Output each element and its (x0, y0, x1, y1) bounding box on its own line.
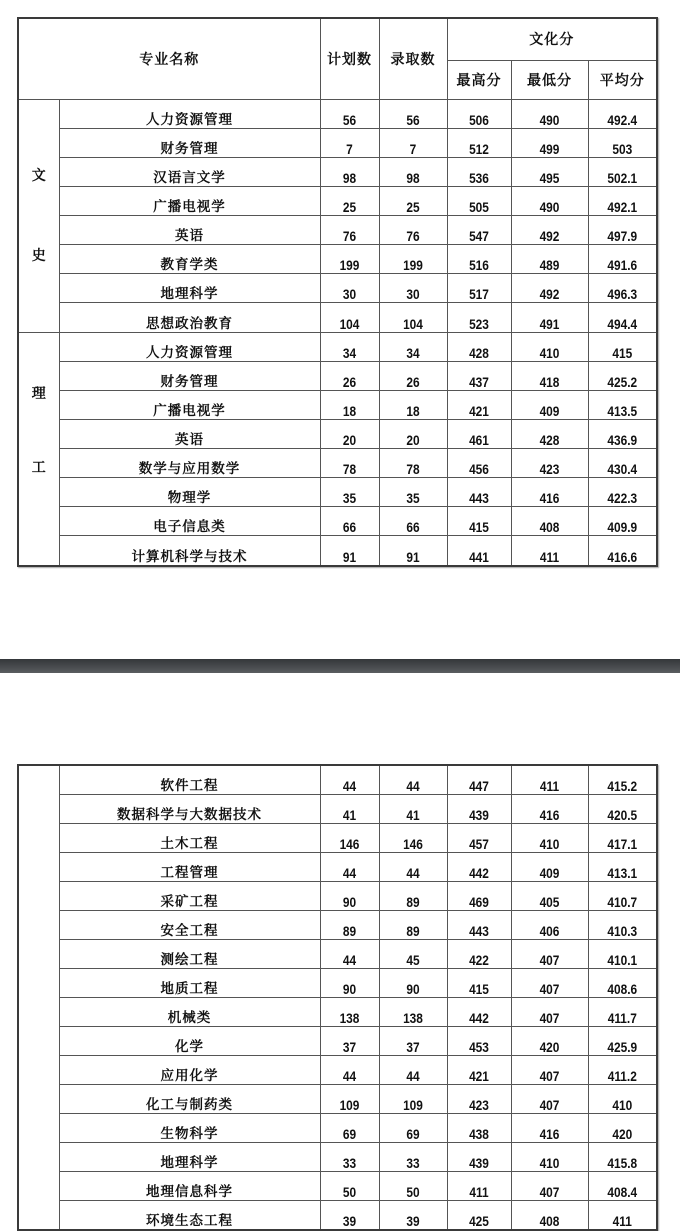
plan-value: 199 (324, 245, 374, 274)
major-name: 软件工程 (59, 765, 320, 795)
major-name: 思想政治教育 (59, 303, 320, 332)
max-value: 512 (452, 128, 506, 157)
min-value: 410 (517, 1143, 582, 1172)
min-value: 408 (517, 507, 582, 536)
avg-value: 496.3 (593, 274, 652, 303)
max-value: 517 (452, 274, 506, 303)
admit-value: 39 (384, 1201, 442, 1231)
major-name: 环境生态工程 (59, 1201, 320, 1231)
max-value: 453 (452, 1027, 506, 1056)
max-value: 421 (452, 1056, 506, 1085)
table-row (18, 1172, 657, 1201)
plan-value: 44 (324, 1056, 374, 1085)
table-row (18, 361, 657, 390)
min-value: 407 (517, 998, 582, 1027)
plan-value: 109 (324, 1085, 374, 1114)
max-value: 506 (452, 99, 506, 128)
plan-value: 44 (324, 940, 374, 969)
min-value: 407 (517, 940, 582, 969)
major-name: 机械类 (59, 998, 320, 1027)
avg-value: 410.3 (593, 911, 652, 940)
plan-value: 44 (324, 853, 374, 882)
major-name: 数据科学与大数据技术 (59, 795, 320, 824)
table-row (18, 245, 657, 274)
max-value: 443 (452, 911, 506, 940)
major-name: 电子信息类 (59, 507, 320, 536)
avg-value: 411.7 (593, 998, 652, 1027)
major-name: 化工与制药类 (59, 1085, 320, 1114)
admit-value: 76 (384, 216, 442, 245)
admit-value: 33 (384, 1143, 442, 1172)
page-divider (0, 659, 680, 673)
plan-value: 76 (324, 216, 374, 245)
avg-value: 420 (593, 1114, 652, 1143)
table-row (18, 1027, 657, 1056)
admit-value: 104 (384, 303, 442, 332)
major-name: 英语 (59, 216, 320, 245)
admit-value: 89 (384, 911, 442, 940)
min-value: 407 (517, 1085, 582, 1114)
major-name: 采矿工程 (59, 882, 320, 911)
min-value: 411 (517, 536, 582, 566)
table-row (18, 1114, 657, 1143)
admit-value: 56 (384, 99, 442, 128)
min-value: 410 (517, 332, 582, 361)
category-label: 文 (31, 167, 46, 184)
admit-value: 18 (384, 390, 442, 419)
avg-value: 410 (593, 1085, 652, 1114)
plan-value: 98 (324, 157, 374, 186)
major-name: 计算机科学与技术 (59, 536, 320, 566)
min-value: 499 (517, 128, 582, 157)
major-name: 应用化学 (59, 1056, 320, 1085)
major-name: 地理信息科学 (59, 1172, 320, 1201)
table-row (18, 478, 657, 507)
avg-value: 413.1 (593, 853, 652, 882)
admit-value: 69 (384, 1114, 442, 1143)
min-value: 407 (517, 1172, 582, 1201)
avg-value: 494.4 (593, 303, 652, 332)
max-value: 547 (452, 216, 506, 245)
header-avg-score: 平均分 (588, 60, 657, 99)
plan-value: 7 (324, 128, 374, 157)
plan-value: 20 (324, 419, 374, 448)
plan-value: 104 (324, 303, 374, 332)
major-name: 英语 (59, 419, 320, 448)
min-value: 406 (517, 911, 582, 940)
avg-value: 497.9 (593, 216, 652, 245)
admit-value: 34 (384, 332, 442, 361)
header-admit-count: 录取数 (379, 18, 447, 99)
document-page-2 (0, 673, 680, 1229)
max-value: 442 (452, 853, 506, 882)
max-value: 439 (452, 1143, 506, 1172)
max-value: 505 (452, 186, 506, 215)
major-name: 人力资源管理 (59, 99, 320, 128)
min-value: 492 (517, 274, 582, 303)
avg-value: 503 (593, 128, 652, 157)
admission-score-table-continued (17, 764, 658, 1231)
min-value: 416 (517, 478, 582, 507)
max-value: 415 (452, 507, 506, 536)
major-name: 教育学类 (59, 245, 320, 274)
min-value: 416 (517, 795, 582, 824)
avg-value: 491.6 (593, 245, 652, 274)
max-value: 438 (452, 1114, 506, 1143)
plan-value: 138 (324, 998, 374, 1027)
min-value: 490 (517, 186, 582, 215)
admit-value: 66 (384, 507, 442, 536)
table-row (18, 128, 657, 157)
max-value: 442 (452, 998, 506, 1027)
major-name: 生物科学 (59, 1114, 320, 1143)
table-row (18, 157, 657, 186)
min-value: 492 (517, 216, 582, 245)
max-value: 469 (452, 882, 506, 911)
admit-value: 138 (384, 998, 442, 1027)
min-value: 420 (517, 1027, 582, 1056)
category-cell (18, 332, 59, 566)
min-value: 418 (517, 361, 582, 390)
major-name: 地质工程 (59, 969, 320, 998)
plan-value: 39 (324, 1201, 374, 1231)
admit-value: 90 (384, 969, 442, 998)
admit-value: 20 (384, 419, 442, 448)
major-name: 工程管理 (59, 853, 320, 882)
max-value: 447 (452, 765, 506, 795)
min-value: 407 (517, 1056, 582, 1085)
max-value: 516 (452, 245, 506, 274)
max-value: 422 (452, 940, 506, 969)
avg-value: 415 (593, 332, 652, 361)
category-cell (18, 99, 59, 332)
table-row (18, 998, 657, 1027)
avg-value: 425.9 (593, 1027, 652, 1056)
admit-value: 35 (384, 478, 442, 507)
header-major-name: 专业名称 (18, 18, 320, 99)
plan-value: 69 (324, 1114, 374, 1143)
max-value: 428 (452, 332, 506, 361)
avg-value: 408.6 (593, 969, 652, 998)
avg-value: 502.1 (593, 157, 652, 186)
major-name: 财务管理 (59, 128, 320, 157)
max-value: 415 (452, 969, 506, 998)
max-value: 425 (452, 1201, 506, 1231)
table-row (18, 419, 657, 448)
table-row (18, 216, 657, 245)
avg-value: 430.4 (593, 448, 652, 477)
avg-value: 416.6 (593, 536, 652, 566)
plan-value: 37 (324, 1027, 374, 1056)
avg-value: 409.9 (593, 507, 652, 536)
plan-value: 146 (324, 824, 374, 853)
min-value: 411 (517, 765, 582, 795)
avg-value: 415.8 (593, 1143, 652, 1172)
admit-value: 78 (384, 448, 442, 477)
avg-value: 410.1 (593, 940, 652, 969)
max-value: 456 (452, 448, 506, 477)
table-row (18, 1143, 657, 1172)
category-label: 史 (31, 247, 46, 264)
table-row (18, 853, 657, 882)
min-value: 409 (517, 390, 582, 419)
avg-value: 436.9 (593, 419, 652, 448)
min-value: 428 (517, 419, 582, 448)
plan-value: 50 (324, 1172, 374, 1201)
max-value: 457 (452, 824, 506, 853)
major-name: 数学与应用数学 (59, 448, 320, 477)
plan-value: 26 (324, 361, 374, 390)
table-row (18, 1056, 657, 1085)
avg-value: 410.7 (593, 882, 652, 911)
header-plan-count: 计划数 (320, 18, 379, 99)
table-row (18, 274, 657, 303)
admit-value: 98 (384, 157, 442, 186)
min-value: 489 (517, 245, 582, 274)
min-value: 416 (517, 1114, 582, 1143)
admit-value: 30 (384, 274, 442, 303)
plan-value: 30 (324, 274, 374, 303)
major-name: 测绘工程 (59, 940, 320, 969)
major-name: 财务管理 (59, 361, 320, 390)
min-value: 491 (517, 303, 582, 332)
min-value: 495 (517, 157, 582, 186)
max-value: 437 (452, 361, 506, 390)
table-row (18, 1085, 657, 1114)
plan-value: 66 (324, 507, 374, 536)
admit-value: 44 (384, 765, 442, 795)
admit-value: 199 (384, 245, 442, 274)
admit-value: 89 (384, 882, 442, 911)
header-max-score: 最高分 (447, 60, 511, 99)
table-row (18, 186, 657, 215)
plan-value: 35 (324, 478, 374, 507)
plan-value: 56 (324, 99, 374, 128)
table-row (18, 507, 657, 536)
admit-value: 44 (384, 1056, 442, 1085)
plan-value: 41 (324, 795, 374, 824)
avg-value: 425.2 (593, 361, 652, 390)
admit-value: 91 (384, 536, 442, 566)
min-value: 405 (517, 882, 582, 911)
avg-value: 415.2 (593, 765, 652, 795)
admit-value: 25 (384, 186, 442, 215)
admit-value: 26 (384, 361, 442, 390)
max-value: 536 (452, 157, 506, 186)
major-name: 土木工程 (59, 824, 320, 853)
category-cell (18, 765, 59, 1230)
table-row (18, 911, 657, 940)
category-label: 理 (31, 385, 46, 402)
category-label: 工 (31, 459, 46, 476)
major-name: 人力资源管理 (59, 332, 320, 361)
table-row (18, 795, 657, 824)
avg-value: 422.3 (593, 478, 652, 507)
plan-value: 44 (324, 765, 374, 795)
major-name: 化学 (59, 1027, 320, 1056)
max-value: 439 (452, 795, 506, 824)
max-value: 441 (452, 536, 506, 566)
major-name: 地理科学 (59, 1143, 320, 1172)
min-value: 410 (517, 824, 582, 853)
max-value: 411 (452, 1172, 506, 1201)
max-value: 423 (452, 1085, 506, 1114)
plan-value: 25 (324, 186, 374, 215)
header-culture-score: 文化分 (447, 18, 657, 60)
major-name: 安全工程 (59, 911, 320, 940)
table-row (18, 969, 657, 998)
major-name: 广播电视学 (59, 390, 320, 419)
plan-value: 89 (324, 911, 374, 940)
plan-value: 90 (324, 882, 374, 911)
min-value: 409 (517, 853, 582, 882)
major-name: 地理科学 (59, 274, 320, 303)
table-row (18, 824, 657, 853)
avg-value: 492.4 (593, 99, 652, 128)
plan-value: 90 (324, 969, 374, 998)
admit-value: 146 (384, 824, 442, 853)
major-name: 汉语言文学 (59, 157, 320, 186)
admit-value: 44 (384, 853, 442, 882)
major-name: 广播电视学 (59, 186, 320, 215)
plan-value: 34 (324, 332, 374, 361)
admission-score-table (17, 17, 658, 567)
avg-value: 411.2 (593, 1056, 652, 1085)
avg-value: 413.5 (593, 390, 652, 419)
max-value: 523 (452, 303, 506, 332)
plan-value: 78 (324, 448, 374, 477)
major-name: 物理学 (59, 478, 320, 507)
table-row (18, 882, 657, 911)
table-row (18, 448, 657, 477)
table-row (18, 390, 657, 419)
avg-value: 420.5 (593, 795, 652, 824)
admit-value: 37 (384, 1027, 442, 1056)
max-value: 443 (452, 478, 506, 507)
max-value: 421 (452, 390, 506, 419)
avg-value: 492.1 (593, 186, 652, 215)
admit-value: 45 (384, 940, 442, 969)
plan-value: 33 (324, 1143, 374, 1172)
max-value: 461 (452, 419, 506, 448)
plan-value: 91 (324, 536, 374, 566)
table-row (18, 99, 657, 128)
min-value: 423 (517, 448, 582, 477)
table-row (18, 303, 657, 332)
min-value: 408 (517, 1201, 582, 1231)
avg-value: 408.4 (593, 1172, 652, 1201)
min-value: 407 (517, 969, 582, 998)
plan-value: 18 (324, 390, 374, 419)
table-row (18, 940, 657, 969)
table-row (18, 536, 657, 566)
table-row (18, 765, 657, 795)
table-row (18, 332, 657, 361)
table-row (18, 1201, 657, 1231)
admit-value: 50 (384, 1172, 442, 1201)
avg-value: 417.1 (593, 824, 652, 853)
admit-value: 7 (384, 128, 442, 157)
admit-value: 41 (384, 795, 442, 824)
admit-value: 109 (384, 1085, 442, 1114)
min-value: 490 (517, 99, 582, 128)
header-min-score: 最低分 (511, 60, 588, 99)
avg-value: 411 (593, 1201, 652, 1231)
